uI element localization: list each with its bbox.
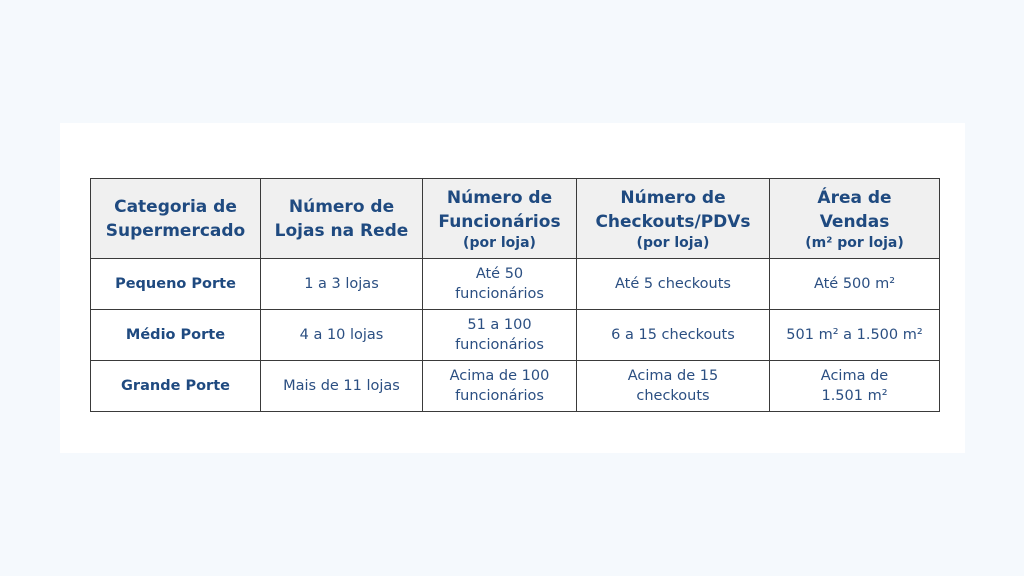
table-header-row	[91, 179, 940, 259]
cell-employees: 51 a 100 funcionários	[423, 310, 577, 361]
cell-stores: Mais de 11 lojas	[261, 361, 423, 412]
cell-area: Até 500 m²	[770, 259, 940, 310]
header-checkouts: Número de Checkouts/PDVs (por loja)	[577, 179, 770, 259]
table-row	[91, 310, 940, 361]
header-checkouts-sub: (por loja)	[636, 234, 710, 251]
cell-area: Acima de 1.501 m²	[770, 361, 940, 412]
cell-checkouts: 6 a 15 checkouts	[577, 310, 770, 361]
row-category: Médio Porte	[91, 310, 261, 361]
supermarket-category-table	[90, 178, 940, 412]
cell-employees: Acima de 100 funcionários	[423, 361, 577, 412]
header-employees-sub: (por loja)	[463, 234, 536, 251]
cell-area: 501 m² a 1.500 m²	[770, 310, 940, 361]
table-row	[91, 361, 940, 412]
row-category: Grande Porte	[91, 361, 261, 412]
cell-employees: Até 50 funcionários	[423, 259, 577, 310]
header-category: Categoria de Supermercado	[91, 179, 261, 259]
cell-checkouts: Acima de 15 checkouts	[577, 361, 770, 412]
table-row	[91, 259, 940, 310]
header-employees: Número de Funcionários (por loja)	[423, 179, 577, 259]
header-stores: Número de Lojas na Rede	[261, 179, 423, 259]
header-area: Área de Vendas (m² por loja)	[770, 179, 940, 259]
cell-stores: 4 a 10 lojas	[261, 310, 423, 361]
header-area-sub: (m² por loja)	[805, 234, 904, 251]
row-category: Pequeno Porte	[91, 259, 261, 310]
cell-checkouts: Até 5 checkouts	[577, 259, 770, 310]
cell-stores: 1 a 3 lojas	[261, 259, 423, 310]
